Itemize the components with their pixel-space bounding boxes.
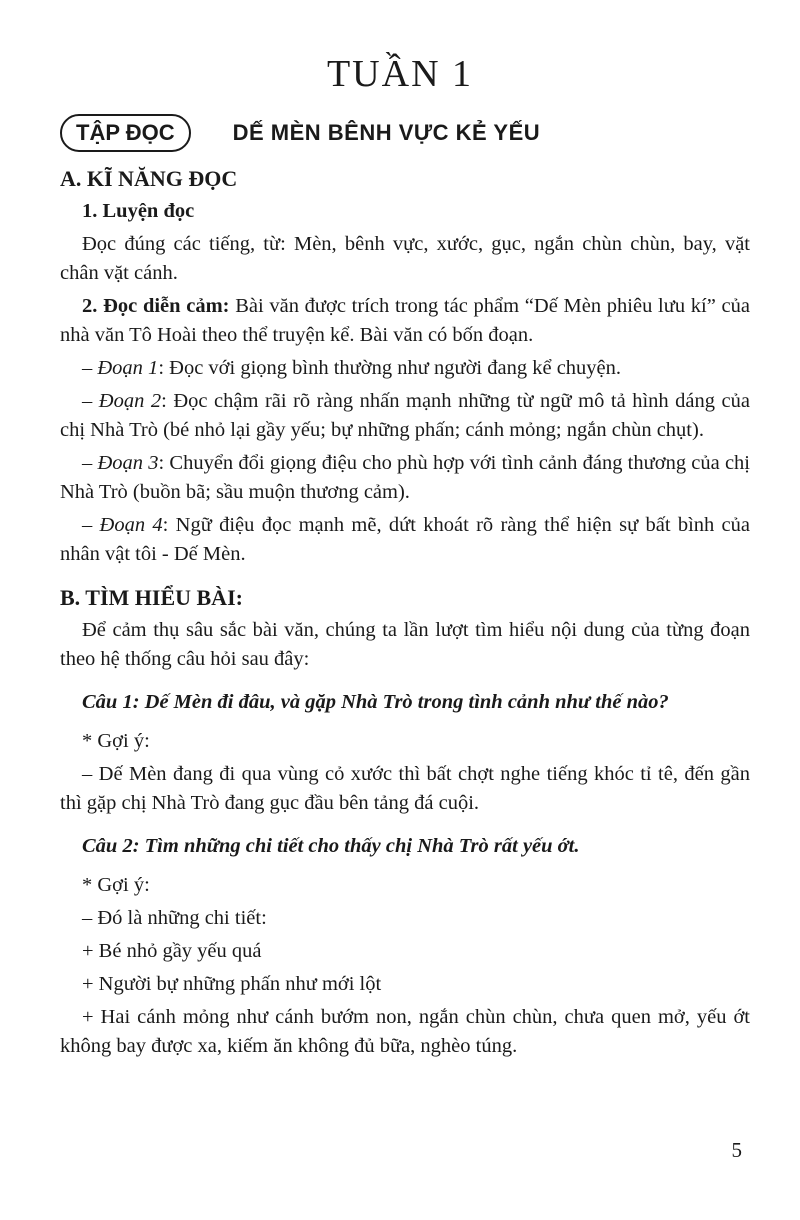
page-content [60,160,750,1065]
paragraph-note [60,354,750,383]
section-b-title: B. TÌM HIỂU BÀI: [60,585,243,610]
dash: – [82,390,99,412]
question-1-hint: * Gợi ý: [82,730,150,752]
dash: – [82,357,98,379]
section-a-sub2-label: 2. Đọc diễn cảm: [82,295,230,317]
section-b-intro: Để cảm thụ sâu sắc bài văn, chúng ta lần lượt tìm hiểu nội dung của từng đoạn theo hệ thống câu hỏi sau đây: [60,619,750,670]
question-2: Câu 2: Tìm những chi tiết cho thấy chị Nhà Trò rất yếu ớt. [82,835,580,857]
section-a-sub1-title: 1. Luyện đọc [82,200,195,222]
section-a-sub2 [60,292,750,350]
week-title: TUẦN 1 [326,53,474,95]
subject-badge: TẬP ĐỌC [60,114,191,152]
paragraph-note [60,449,750,507]
question-2-line: + Bé nhỏ gầy yếu quá [82,940,262,962]
question-1-answer: – Dế Mèn đang đi qua vùng cỏ xước thì bất chợt nghe tiếng khóc tỉ tê, đến gần thì gặp chị Nhà Trò đang gục đầu bên tảng đá cuội. [60,763,750,814]
question-1: Câu 1: Dế Mèn đi đâu, và gặp Nhà Trò trong tình cảnh như thế nào? [82,691,669,713]
paragraph-text: : Chuyển đổi giọng điệu cho phù hợp với tình cảnh đáng thương của chị Nhà Trò (buồn bã; sầu muộn thương cảm). [60,452,750,503]
paragraph-label: Đoạn 1 [97,357,159,379]
paragraph-label: Đoạn 2 [98,390,162,412]
paragraph-label: Đoạn 3 [97,452,159,474]
lesson-header [60,112,540,154]
page-number: 5 [731,1138,742,1162]
lesson-title: DẾ MÈN BÊNH VỰC KẺ YẾU [232,120,541,145]
paragraph-text: : Ngữ điệu đọc mạnh mẽ, dứt khoát rõ ràng thể hiện sự bất bình của nhân vật tôi - Dế Mèn. [60,514,751,565]
dash: – [82,514,100,536]
question-2-hint: * Gợi ý: [82,874,150,896]
question-2-line: + Hai cánh mỏng như cánh bướm non, ngắn chùn chùn, chưa quen mở, yếu ớt không bay được xa, kiếm ăn không đủ bữa, nghèo túng. [60,1006,750,1057]
dash: – [82,452,98,474]
paragraph-text: : Đọc chậm rãi rõ ràng nhấn mạnh những từ ngữ mô tả hình dáng của chị Nhà Trò (bé nhỏ lại gầy yếu; bự những phấn; cánh mỏng; ngắn chùn chụt). [60,390,751,441]
section-a-sub2-text: Bài văn được trích trong tác phẩm “Dế Mèn phiêu lưu kí” của nhà văn Tô Hoài theo thể truyện kể. Bài văn có bốn đoạn. [60,295,750,346]
question-2-line: + Người bự những phấn như mới lột [82,973,382,995]
paragraph-text: : Đọc với giọng bình thường như người đang kể chuyện. [158,357,622,379]
paragraph-note [60,387,750,445]
section-a-title: A. KĨ NĂNG ĐỌC [60,166,238,191]
question-2-line: – Đó là những chi tiết: [82,907,267,929]
section-a-sub1-text: Đọc đúng các tiếng, từ: Mèn, bênh vực, xước, gục, ngắn chùn chùn, bay, vặt chân vặt cánh. [60,233,750,284]
paragraph-note [60,511,750,569]
paragraph-label: Đoạn 4 [99,514,163,536]
